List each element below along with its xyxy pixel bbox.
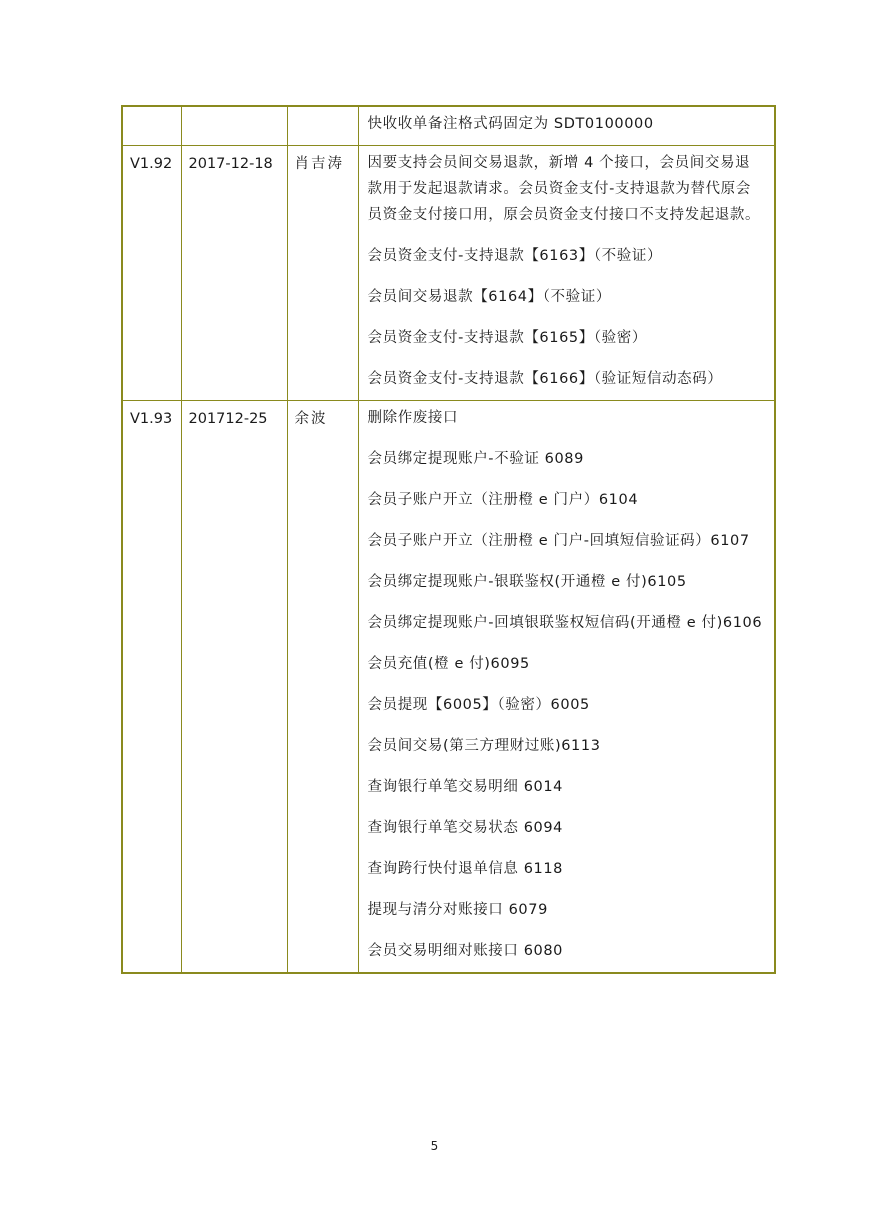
date-cell: 201712-25 — [181, 401, 287, 974]
content-line: 会员资金支付-支持退款【6165】（验密） — [367, 330, 647, 346]
content-line: 查询银行单笔交易明细 6014 — [367, 779, 564, 795]
content-line: 会员资金支付-支持退款【6163】（不验证） — [367, 248, 663, 264]
content-line: 会员交易明细对账接口 6080 — [367, 943, 564, 959]
version-cell: V1.93 — [122, 401, 181, 974]
content-cell — [358, 401, 775, 974]
content-line: 会员绑定提现账户-回填银联鉴权短信码(开通橙 e 付)6106 — [367, 615, 763, 631]
content-line: 会员间交易(第三方理财过账)6113 — [367, 738, 601, 754]
author-cell: 余波 — [287, 401, 358, 974]
content-line: 会员子账户开立（注册橙 e 门户）6104 — [367, 492, 639, 508]
content-line: 会员绑定提现账户-银联鉴权(开通橙 e 付)6105 — [367, 574, 687, 590]
content-line: 查询跨行快付退单信息 6118 — [367, 861, 564, 877]
content-line: 会员子账户开立（注册橙 e 门户-回填短信验证码）6107 — [367, 533, 750, 549]
date-cell: 2017-12-18 — [181, 146, 287, 401]
content-line: 会员绑定提现账户-不验证 6089 — [367, 451, 584, 467]
table-row — [122, 401, 775, 974]
content-line: 因要支持会员间交易退款，新增 4 个接口，会员间交易退款用于发起退款请求。会员资金支付-支持退款为替代原会员资金支付接口用，原会员资金支付接口不支持发起退款。 — [367, 155, 761, 223]
author-cell: 肖吉涛 — [287, 146, 358, 401]
table-row — [122, 146, 775, 401]
table-row — [122, 106, 775, 146]
version-cell — [122, 106, 181, 146]
page-number: 5 — [430, 1139, 439, 1153]
revision-history-table — [121, 105, 776, 974]
content-line: 会员充值(橙 e 付)6095 — [367, 656, 530, 672]
content-line: 快收收单备注格式码固定为 SDT0100000 — [367, 116, 654, 132]
author-cell — [287, 106, 358, 146]
content-line: 删除作废接口 — [367, 410, 459, 426]
content-line: 提现与清分对账接口 6079 — [367, 902, 548, 918]
content-line: 查询银行单笔交易状态 6094 — [367, 820, 564, 836]
content-line: 会员间交易退款【6164】（不验证） — [367, 289, 611, 305]
date-cell — [181, 106, 287, 146]
content-cell — [358, 106, 775, 146]
version-cell: V1.92 — [122, 146, 181, 401]
content-cell — [358, 146, 775, 401]
content-line: 会员资金支付-支持退款【6166】（验证短信动态码） — [367, 371, 723, 387]
content-line: 会员提现【6005】（验密）6005 — [367, 697, 590, 713]
